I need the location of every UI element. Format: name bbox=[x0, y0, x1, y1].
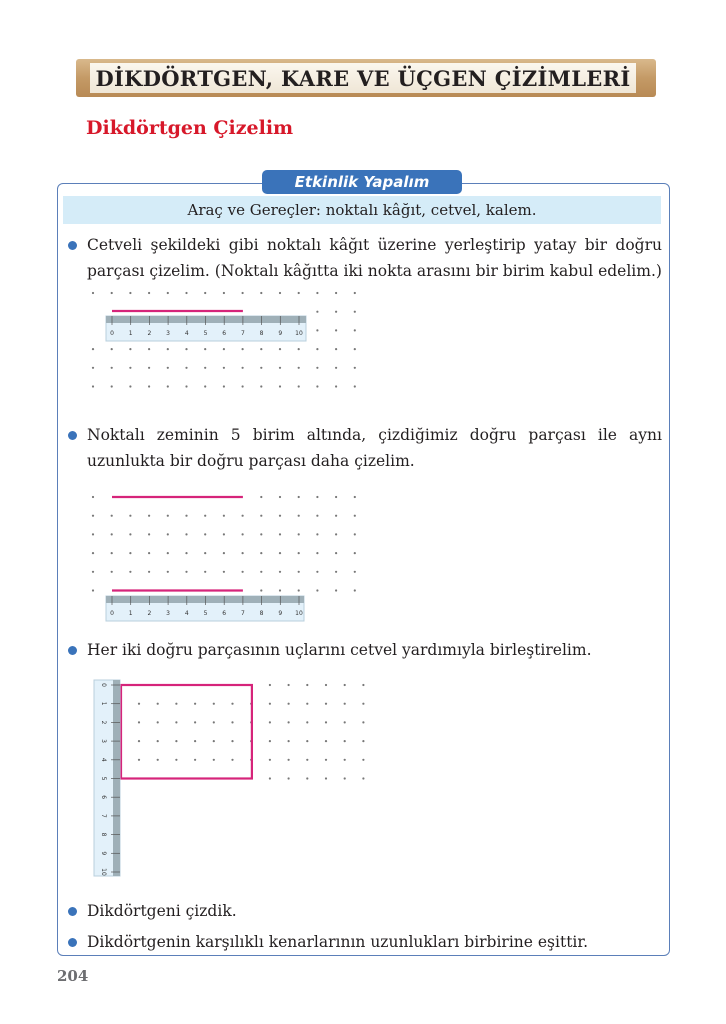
grid-dot bbox=[167, 515, 169, 517]
grid-dot bbox=[354, 385, 356, 387]
grid-dot bbox=[175, 759, 177, 761]
ruler-label: 1 bbox=[100, 701, 107, 706]
grid-dot bbox=[148, 385, 150, 387]
grid-dot bbox=[138, 703, 140, 705]
grid-dot bbox=[129, 515, 131, 517]
step-4: Dikdörtgeni çizdik. bbox=[66, 898, 662, 924]
grid-dot bbox=[111, 571, 113, 573]
step-2: Noktalı zeminin 5 birim altında, çizdiğimiz doğru parçası ile aynı uzunlukta bir doğru parçası daha çizelim. bbox=[66, 422, 662, 474]
step-1: Cetveli şekildeki gibi noktalı kâğıt üzerine yerleştirip yatay bir doğru parçası çizelim. (Noktalı kâğıtta iki nokta arasını bir birim kabul edelim.) bbox=[66, 232, 662, 284]
grid-dot bbox=[129, 348, 131, 350]
grid-dot bbox=[204, 533, 206, 535]
grid-dot bbox=[213, 703, 215, 705]
grid-dot bbox=[298, 589, 300, 591]
grid-dot bbox=[175, 721, 177, 723]
grid-dot bbox=[288, 777, 290, 779]
grid-dot bbox=[157, 759, 159, 761]
grid-dot bbox=[185, 533, 187, 535]
ruler-label: 5 bbox=[100, 776, 107, 781]
grid-dot bbox=[316, 515, 318, 517]
grid-dot bbox=[242, 348, 244, 350]
grid-dot bbox=[185, 571, 187, 573]
ruler-label: 9 bbox=[100, 851, 107, 856]
grid-dot bbox=[306, 759, 308, 761]
grid-dot bbox=[185, 292, 187, 294]
grid-dot bbox=[260, 589, 262, 591]
grid-dot bbox=[242, 292, 244, 294]
grid-dot bbox=[362, 759, 364, 761]
grid-dot bbox=[111, 552, 113, 554]
grid-dot bbox=[269, 703, 271, 705]
grid-dot bbox=[138, 759, 140, 761]
grid-dot bbox=[129, 292, 131, 294]
grid-dot bbox=[167, 348, 169, 350]
grid-dot bbox=[362, 777, 364, 779]
section-title: Dikdörtgen Çizelim bbox=[86, 117, 294, 139]
grid-dot bbox=[269, 759, 271, 761]
grid-dot bbox=[204, 552, 206, 554]
grid-dot bbox=[194, 721, 196, 723]
grid-dot bbox=[92, 552, 94, 554]
grid-dot bbox=[288, 684, 290, 686]
grid-dot bbox=[242, 385, 244, 387]
grid-dot bbox=[223, 533, 225, 535]
grid-dot bbox=[111, 367, 113, 369]
grid-dot bbox=[362, 740, 364, 742]
grid-dot bbox=[213, 759, 215, 761]
grid-dot bbox=[231, 759, 233, 761]
grid-dot bbox=[185, 348, 187, 350]
grid-dot bbox=[242, 515, 244, 517]
grid-dot bbox=[269, 684, 271, 686]
grid-dot bbox=[316, 571, 318, 573]
grid-dot bbox=[306, 703, 308, 705]
ruler-label: 0 bbox=[100, 683, 107, 687]
grid-dot bbox=[129, 367, 131, 369]
grid-dot bbox=[279, 552, 281, 554]
grid-dot bbox=[129, 533, 131, 535]
grid-dot bbox=[223, 571, 225, 573]
grid-dot bbox=[148, 515, 150, 517]
grid-dot bbox=[298, 571, 300, 573]
grid-dot bbox=[111, 515, 113, 517]
grid-dot bbox=[260, 385, 262, 387]
grid-dot bbox=[335, 589, 337, 591]
grid-dot bbox=[344, 684, 346, 686]
ruler-label: 7 bbox=[240, 610, 245, 617]
grid-dot bbox=[148, 292, 150, 294]
grid-dot bbox=[129, 385, 131, 387]
grid-dot bbox=[148, 571, 150, 573]
grid-dot bbox=[354, 533, 356, 535]
ruler-label: 6 bbox=[222, 610, 227, 617]
grid-dot bbox=[354, 571, 356, 573]
grid-dot bbox=[325, 703, 327, 705]
grid-dot bbox=[167, 571, 169, 573]
grid-dot bbox=[335, 329, 337, 331]
ruler-label: 0 bbox=[110, 330, 114, 337]
grid-dot bbox=[148, 533, 150, 535]
ruler-label: 7 bbox=[240, 330, 245, 337]
grid-dot bbox=[354, 367, 356, 369]
ruler-label: 5 bbox=[203, 610, 208, 617]
grid-dot bbox=[298, 385, 300, 387]
grid-dot bbox=[242, 533, 244, 535]
grid-dot bbox=[92, 348, 94, 350]
grid-dot bbox=[157, 740, 159, 742]
grid-dot bbox=[185, 385, 187, 387]
grid-dot bbox=[129, 552, 131, 554]
grid-dot bbox=[111, 348, 113, 350]
ruler-label: 9 bbox=[278, 610, 283, 617]
grid-dot bbox=[269, 777, 271, 779]
ruler-label: 9 bbox=[278, 330, 283, 337]
grid-dot bbox=[288, 721, 290, 723]
grid-dot bbox=[362, 684, 364, 686]
grid-dot bbox=[167, 367, 169, 369]
grid-dot bbox=[354, 311, 356, 313]
grid-dot bbox=[325, 684, 327, 686]
ruler-label: 4 bbox=[184, 330, 189, 337]
step-5: Dikdörtgenin karşılıklı kenarlarının uzunlukları birbirine eşittir. bbox=[66, 929, 662, 955]
grid-dot bbox=[213, 740, 215, 742]
grid-dot bbox=[111, 533, 113, 535]
grid-dot bbox=[260, 552, 262, 554]
grid-dot bbox=[167, 552, 169, 554]
ruler-label: 0 bbox=[110, 610, 114, 617]
grid-dot bbox=[344, 759, 346, 761]
grid-dot bbox=[288, 759, 290, 761]
grid-dot bbox=[231, 721, 233, 723]
ruler-label: 8 bbox=[259, 610, 264, 617]
grid-dot bbox=[231, 703, 233, 705]
grid-dot bbox=[306, 721, 308, 723]
grid-dot bbox=[316, 552, 318, 554]
page-number: 204 bbox=[57, 967, 89, 985]
grid-dot bbox=[223, 385, 225, 387]
grid-dot bbox=[316, 496, 318, 498]
grid-dot bbox=[260, 367, 262, 369]
grid-dot bbox=[223, 348, 225, 350]
grid-dot bbox=[325, 777, 327, 779]
grid-dot bbox=[354, 292, 356, 294]
grid-dot bbox=[298, 515, 300, 517]
ruler-label: 2 bbox=[147, 330, 152, 337]
grid-dot bbox=[298, 348, 300, 350]
grid-dot bbox=[167, 292, 169, 294]
grid-dot bbox=[138, 721, 140, 723]
grid-dot bbox=[335, 571, 337, 573]
grid-dot bbox=[344, 721, 346, 723]
ruler-label: 10 bbox=[295, 610, 303, 617]
grid-dot bbox=[288, 703, 290, 705]
grid-dot bbox=[92, 385, 94, 387]
grid-dot bbox=[354, 552, 356, 554]
chapter-title: DİKDÖRTGEN, KARE VE ÜÇGEN ÇİZİMLERİ bbox=[90, 63, 636, 93]
grid-dot bbox=[194, 740, 196, 742]
ruler-label: 2 bbox=[100, 720, 107, 725]
vertical-ruler-scale bbox=[113, 680, 120, 876]
grid-dot bbox=[306, 740, 308, 742]
grid-dot bbox=[335, 533, 337, 535]
ruler-label: 3 bbox=[166, 330, 171, 337]
grid-dot bbox=[260, 533, 262, 535]
grid-dot bbox=[279, 571, 281, 573]
grid-dot bbox=[185, 515, 187, 517]
grid-dot bbox=[223, 292, 225, 294]
grid-dot bbox=[157, 721, 159, 723]
grid-dot bbox=[175, 740, 177, 742]
grid-dot bbox=[362, 703, 364, 705]
grid-dot bbox=[306, 777, 308, 779]
grid-dot bbox=[223, 515, 225, 517]
grid-dot bbox=[260, 496, 262, 498]
grid-dot bbox=[148, 552, 150, 554]
ruler-label: 8 bbox=[259, 330, 264, 337]
grid-dot bbox=[167, 385, 169, 387]
grid-dot bbox=[204, 571, 206, 573]
grid-dot bbox=[148, 367, 150, 369]
grid-dot bbox=[306, 684, 308, 686]
grid-dot bbox=[335, 515, 337, 517]
grid-dot bbox=[316, 533, 318, 535]
grid-dot bbox=[204, 515, 206, 517]
ruler-scale bbox=[106, 316, 306, 323]
grid-dot bbox=[344, 740, 346, 742]
grid-dot bbox=[185, 552, 187, 554]
ruler-label: 8 bbox=[100, 832, 107, 837]
grid-dot bbox=[325, 721, 327, 723]
ruler-label: 10 bbox=[100, 868, 107, 876]
grid-dot bbox=[279, 515, 281, 517]
grid-dot bbox=[288, 740, 290, 742]
tools-list: Araç ve Gereçler: noktalı kâğıt, cetvel, kalem. bbox=[63, 196, 661, 224]
grid-dot bbox=[260, 571, 262, 573]
grid-dot bbox=[194, 703, 196, 705]
grid-dot bbox=[260, 348, 262, 350]
grid-dot bbox=[260, 292, 262, 294]
grid-dot bbox=[204, 292, 206, 294]
ruler-label: 2 bbox=[147, 610, 152, 617]
step-3: Her iki doğru parçasının uçlarını cetvel yardımıyla birleştirelim. bbox=[66, 637, 662, 663]
grid-dot bbox=[279, 385, 281, 387]
grid-dot bbox=[279, 589, 281, 591]
grid-dot bbox=[362, 721, 364, 723]
grid-dot bbox=[279, 292, 281, 294]
grid-dot bbox=[325, 740, 327, 742]
grid-dot bbox=[260, 515, 262, 517]
grid-dot bbox=[242, 367, 244, 369]
grid-dot bbox=[335, 496, 337, 498]
grid-dot bbox=[298, 367, 300, 369]
grid-dot bbox=[354, 496, 356, 498]
activity-tag: Etkinlik Yapalım bbox=[262, 170, 462, 194]
grid-dot bbox=[242, 571, 244, 573]
grid-dot bbox=[335, 552, 337, 554]
grid-dot bbox=[316, 329, 318, 331]
grid-dot bbox=[316, 311, 318, 313]
grid-dot bbox=[223, 367, 225, 369]
grid-dot bbox=[335, 385, 337, 387]
grid-dot bbox=[335, 348, 337, 350]
grid-dot bbox=[213, 721, 215, 723]
grid-dot bbox=[111, 292, 113, 294]
ruler-label: 1 bbox=[128, 330, 133, 337]
grid-dot bbox=[354, 589, 356, 591]
grid-dot bbox=[138, 740, 140, 742]
grid-dot bbox=[354, 329, 356, 331]
grid-dot bbox=[269, 721, 271, 723]
grid-dot bbox=[269, 740, 271, 742]
grid-dot bbox=[298, 292, 300, 294]
grid-dot bbox=[167, 533, 169, 535]
ruler-label: 1 bbox=[128, 610, 133, 617]
grid-dot bbox=[335, 292, 337, 294]
grid-dot bbox=[242, 552, 244, 554]
grid-dot bbox=[335, 367, 337, 369]
grid-dot bbox=[298, 552, 300, 554]
ruler-label: 4 bbox=[100, 757, 107, 762]
ruler-label: 6 bbox=[222, 330, 227, 337]
grid-dot bbox=[298, 533, 300, 535]
grid-dot bbox=[204, 348, 206, 350]
grid-dot bbox=[92, 533, 94, 535]
ruler-label: 3 bbox=[100, 739, 107, 744]
grid-dot bbox=[325, 759, 327, 761]
grid-dot bbox=[354, 515, 356, 517]
grid-dot bbox=[92, 367, 94, 369]
grid-dot bbox=[279, 496, 281, 498]
grid-dot bbox=[316, 367, 318, 369]
ruler-label: 4 bbox=[184, 610, 189, 617]
grid-dot bbox=[335, 311, 337, 313]
grid-dot bbox=[279, 348, 281, 350]
grid-dot bbox=[92, 496, 94, 498]
ruler-scale bbox=[106, 596, 304, 603]
grid-dot bbox=[298, 496, 300, 498]
grid-dot bbox=[279, 367, 281, 369]
grid-dot bbox=[279, 533, 281, 535]
grid-dot bbox=[204, 385, 206, 387]
rectangle bbox=[121, 685, 252, 779]
grid-dot bbox=[316, 348, 318, 350]
grid-dot bbox=[92, 515, 94, 517]
grid-dot bbox=[316, 385, 318, 387]
grid-dot bbox=[344, 777, 346, 779]
ruler-label: 6 bbox=[100, 795, 107, 800]
grid-dot bbox=[92, 589, 94, 591]
grid-dot bbox=[185, 367, 187, 369]
grid-dot bbox=[157, 703, 159, 705]
grid-dot bbox=[316, 589, 318, 591]
ruler-label: 3 bbox=[166, 610, 171, 617]
ruler-label: 10 bbox=[295, 330, 303, 337]
ruler-label: 5 bbox=[203, 330, 208, 337]
grid-dot bbox=[111, 385, 113, 387]
grid-dot bbox=[148, 348, 150, 350]
grid-dot bbox=[354, 348, 356, 350]
grid-dot bbox=[175, 703, 177, 705]
grid-dot bbox=[344, 703, 346, 705]
ruler-label: 7 bbox=[100, 813, 107, 818]
grid-dot bbox=[194, 759, 196, 761]
grid-dot bbox=[316, 292, 318, 294]
grid-dot bbox=[92, 571, 94, 573]
grid-dot bbox=[223, 552, 225, 554]
grid-dot bbox=[92, 292, 94, 294]
grid-dot bbox=[204, 367, 206, 369]
grid-dot bbox=[231, 740, 233, 742]
grid-dot bbox=[129, 571, 131, 573]
